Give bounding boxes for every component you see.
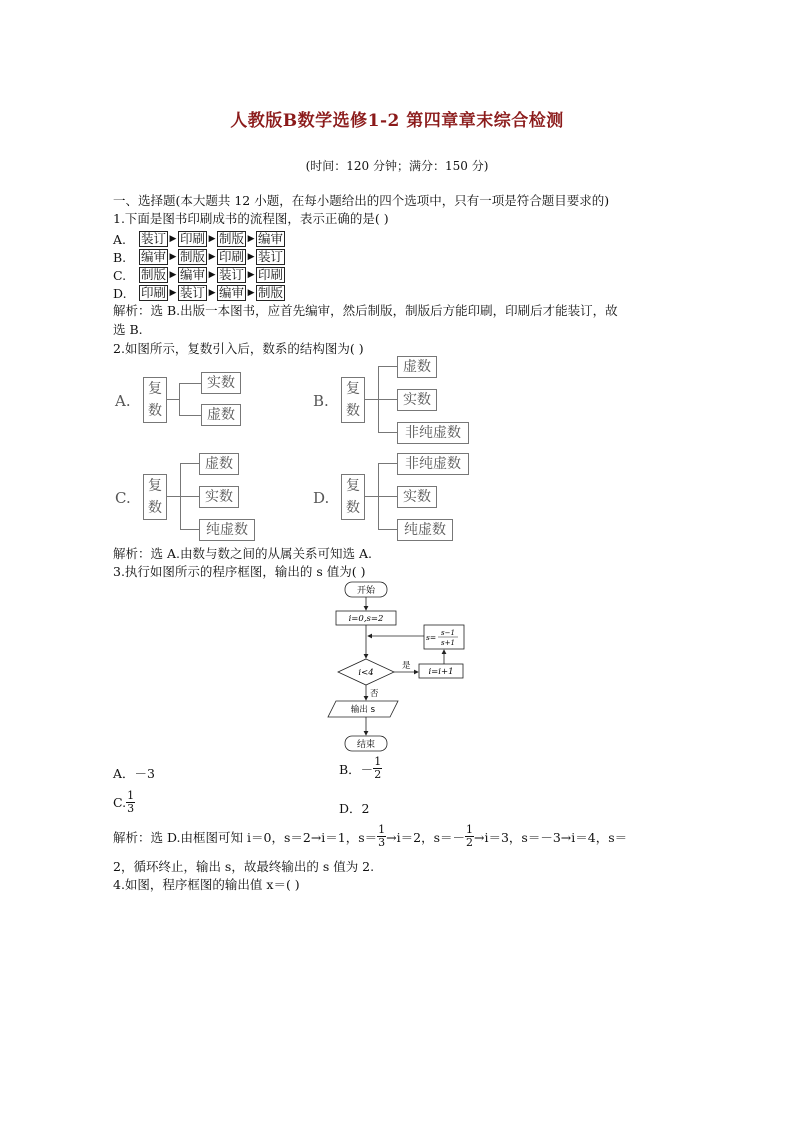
flow-start-text: 开始 bbox=[356, 586, 376, 596]
option-label: B．－ bbox=[339, 761, 374, 777]
denominator: 3 bbox=[378, 836, 386, 849]
connector bbox=[180, 463, 199, 464]
arrow-right-icon: ▶ bbox=[247, 234, 255, 244]
connector bbox=[378, 529, 397, 530]
connector bbox=[364, 399, 378, 400]
flow-step: 制版 bbox=[180, 249, 206, 264]
analysis-text: 解析：选 D.由框图可知 i＝0，s＝2→i＝1，s＝ bbox=[113, 829, 378, 845]
tree-node: 纯虚数 bbox=[199, 519, 255, 541]
numerator: 1 bbox=[374, 755, 382, 768]
q4-stem: 4.如图，程序框图的输出值 x＝( ) bbox=[113, 877, 300, 892]
flow-step: 编审 bbox=[180, 267, 206, 282]
numerator: 1 bbox=[378, 823, 386, 836]
q3-option-b bbox=[339, 756, 382, 781]
arrow-right-icon: ▶ bbox=[208, 270, 216, 280]
tree-node: 虚数 bbox=[397, 356, 437, 378]
q3-option-c bbox=[113, 790, 135, 815]
connector bbox=[179, 383, 180, 415]
flow-init-text: i=0,s=2 bbox=[348, 614, 384, 624]
tree-node: 实数 bbox=[397, 389, 437, 411]
q1-stem: 1.下面是图书印刷成书的流程图，表示正确的是( ) bbox=[113, 211, 389, 226]
numerator: 1 bbox=[466, 823, 473, 836]
connector bbox=[378, 366, 397, 367]
denominator: 2 bbox=[374, 768, 382, 781]
tree-node: 实数 bbox=[201, 372, 241, 394]
flow-step: 制版 bbox=[219, 231, 245, 246]
flow-update-s-den: s+1 bbox=[441, 639, 455, 647]
connector bbox=[378, 432, 397, 433]
q3-flowchart bbox=[320, 578, 480, 758]
root-char: 数 bbox=[346, 500, 360, 516]
exam-info: (时间：120 分钟；满分：150 分) bbox=[305, 159, 489, 173]
q1-analysis-cont: 选 B. bbox=[113, 322, 143, 337]
q2-a-root-box bbox=[143, 377, 167, 423]
flow-step: 印刷 bbox=[258, 267, 284, 282]
flow-step: 编审 bbox=[141, 249, 167, 264]
q3-analysis bbox=[113, 824, 627, 849]
arrow-right-icon: ▶ bbox=[208, 252, 216, 262]
flow-step: 印刷 bbox=[219, 249, 245, 264]
q2-option-a-label: A. bbox=[115, 392, 131, 410]
option-label: C. bbox=[113, 267, 127, 283]
connector bbox=[378, 463, 397, 464]
fraction bbox=[373, 756, 382, 781]
arrow-right-icon: ▶ bbox=[169, 252, 177, 262]
flow-end-text: 结束 bbox=[356, 740, 376, 750]
flow-step: 印刷 bbox=[180, 231, 206, 246]
option-label: D. bbox=[113, 285, 127, 301]
flow-step: 制版 bbox=[141, 267, 167, 282]
tree-node: 纯虚数 bbox=[397, 519, 453, 541]
connector bbox=[378, 496, 397, 497]
q1-analysis: 解析：选 B.出版一本图书，应首先编审，然后制版，制版后方能印刷，印刷后才能装订，故 bbox=[113, 303, 618, 318]
tree-node: 非纯虚数 bbox=[397, 422, 469, 444]
arrow-right-icon: ▶ bbox=[208, 234, 216, 244]
q2-option-b-label: B. bbox=[313, 392, 329, 410]
q3-analysis-cont: 2，循环终止，输出 s，故最终输出的 s 值为 2. bbox=[113, 859, 375, 874]
flow-step: 编审 bbox=[219, 285, 245, 300]
connector bbox=[180, 529, 199, 530]
q1-option-a bbox=[113, 231, 285, 247]
arrow-right-icon: ▶ bbox=[169, 288, 177, 298]
flow-step: 装订 bbox=[219, 267, 245, 282]
connector bbox=[378, 399, 397, 400]
root-char: 复 bbox=[346, 381, 360, 397]
flow-no-label: 否 bbox=[370, 689, 379, 699]
arrow-right-icon: ▶ bbox=[169, 270, 177, 280]
arrow-right-icon: ▶ bbox=[208, 288, 216, 298]
flow-yes-label: 是 bbox=[402, 661, 411, 671]
root-char: 复 bbox=[346, 478, 360, 494]
arrow-right-icon: ▶ bbox=[247, 252, 255, 262]
flow-update-s-num: s−1 bbox=[441, 629, 455, 637]
flow-step: 印刷 bbox=[141, 285, 167, 300]
q1-option-b bbox=[113, 249, 285, 265]
q1-option-c bbox=[113, 267, 285, 283]
root-char: 数 bbox=[148, 500, 162, 516]
option-label: B. bbox=[113, 249, 127, 265]
q3-stem: 3.执行如图所示的程序框图，输出的 s 值为( ) bbox=[113, 564, 366, 579]
connector bbox=[179, 383, 201, 384]
flow-update-s-lhs: s= bbox=[426, 633, 437, 642]
flow-step: 装订 bbox=[180, 285, 206, 300]
tree-node: 非纯虚数 bbox=[397, 453, 469, 475]
tree-node: 虚数 bbox=[199, 453, 239, 475]
option-label: A. bbox=[113, 231, 127, 247]
q2-c-root-box bbox=[143, 474, 167, 520]
numerator: 1 bbox=[127, 789, 135, 802]
connector bbox=[166, 399, 179, 400]
connector bbox=[180, 496, 199, 497]
q2-d-root-box bbox=[341, 474, 365, 520]
arrow-right-icon: ▶ bbox=[169, 234, 177, 244]
connector bbox=[179, 415, 201, 416]
root-char: 数 bbox=[346, 403, 360, 419]
connector bbox=[364, 496, 378, 497]
fraction bbox=[377, 824, 386, 849]
q2-option-c-label: C. bbox=[115, 489, 131, 507]
q2-stem: 2.如图所示，复数引入后，数系的结构图为( ) bbox=[113, 341, 364, 356]
q3-option-d: D．2 bbox=[339, 801, 370, 816]
tree-node: 虚数 bbox=[201, 404, 241, 426]
fraction bbox=[126, 790, 135, 815]
root-char: 数 bbox=[148, 403, 162, 419]
flow-decision-text: i<4 bbox=[358, 668, 374, 678]
arrow-right-icon: ▶ bbox=[247, 288, 255, 298]
denominator: 3 bbox=[127, 802, 135, 815]
flow-step: 制版 bbox=[258, 285, 284, 300]
q3-option-a: A．－3 bbox=[113, 766, 155, 781]
flow-output-text: 输出 s bbox=[350, 705, 376, 715]
arrow-right-icon: ▶ bbox=[247, 270, 255, 280]
flow-step: 装订 bbox=[141, 231, 167, 246]
analysis-text: →i＝2，s＝－ bbox=[386, 829, 465, 845]
section-heading: 一、选择题(本大题共 12 小题，在每小题给出的四个选项中，只有一项是符合题目要求的) bbox=[113, 193, 610, 208]
q1-option-d bbox=[113, 285, 285, 301]
tree-node: 实数 bbox=[397, 486, 437, 508]
analysis-text: →i＝3，s＝－3→i＝4，s＝ bbox=[474, 829, 628, 845]
flow-step: 装订 bbox=[258, 249, 284, 264]
q2-option-d-label: D. bbox=[313, 489, 330, 507]
root-char: 复 bbox=[148, 478, 162, 494]
flow-incr-text: i=i+1 bbox=[428, 667, 454, 677]
denominator: 2 bbox=[466, 836, 473, 849]
tree-node: 实数 bbox=[199, 486, 239, 508]
flow-step: 编审 bbox=[258, 231, 284, 246]
option-label: C. bbox=[113, 795, 127, 810]
connector bbox=[166, 496, 180, 497]
root-char: 复 bbox=[148, 381, 162, 397]
q2-b-root-box bbox=[341, 377, 365, 423]
q2-analysis: 解析：选 A.由数与数之间的从属关系可知选 A. bbox=[113, 546, 372, 561]
page-title: 人教版B数学选修1-2 第四章章末综合检测 bbox=[230, 111, 564, 131]
fraction bbox=[465, 824, 474, 849]
